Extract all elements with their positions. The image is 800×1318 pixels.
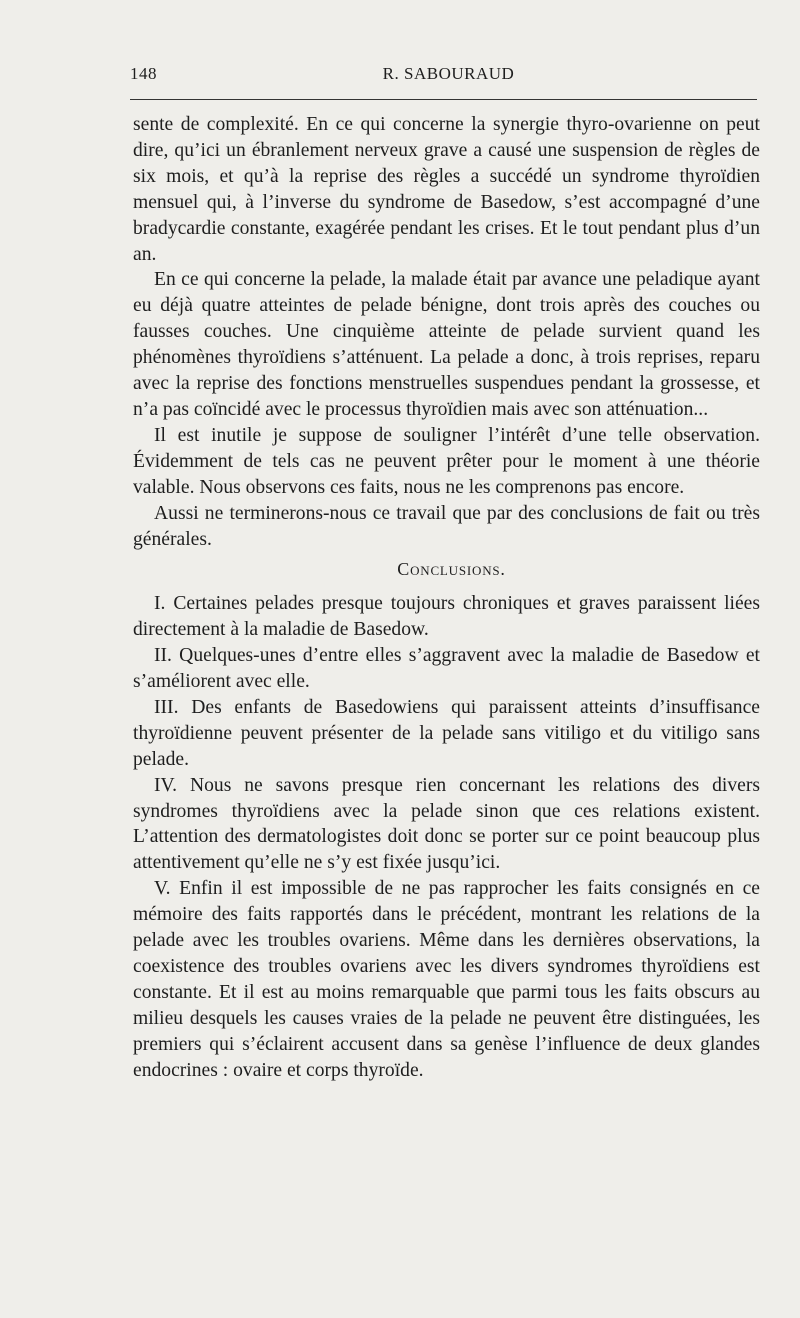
conclusion-item: IV. Nous ne savons presque rien concernant les relations des divers syndromes thyroïdiens avec la pelade sinon que ces relations existent. L’attention des dermatologistes doit donc se porter sur ce point beaucoup plus attentivement qu’elle ne s’y est fixée jusqu’ici. (133, 774, 760, 874)
section-heading-conclusions: Conclusions. (397, 559, 506, 580)
conclusion-item: I. Certaines pelades presque toujours chroniques et graves paraissent liées directement à la maladie de Basedow. (133, 593, 760, 641)
page-header (130, 60, 757, 92)
paragraph: En ce qui concerne la pelade, la malade était par avance une peladique ayant eu déjà quatre atteintes de pelade bénigne, dont trois après des couches ou fausses couches. Une cinquième atteinte de pelade survient quand les phénomènes thyroïdiens s’atténuent. La pelade a donc, à trois reprises, reparu avec la reprise des fonctions menstruelles suspendues pendant la grossesse, et n’a pas coïncidé avec le processus thyroïdien mais avec son atténuation... (133, 269, 760, 420)
paragraph: Aussi ne terminerons-nous ce travail que par des conclusions de fait ou très générales. (133, 502, 760, 550)
paragraph: sente de complexité. En ce qui concerne la synergie thyro-ovarienne on peut dire, qu’ici un ébranlement nerveux grave a causé une suspension de règles de six mois, et qu’à la reprise des règles a succédé un syndrome thyroïdien mensuel qui, à l’inverse du syndrome de Basedow, s’est accompagné d’une bradycardie constante, exagérée pendant les crises. Et le tout pendant plus d’un an. (133, 114, 760, 265)
conclusion-item: V. Enfin il est impossible de ne pas rapprocher les faits consignés en ce mémoire des faits rapportés dans le précédent, montrant les relations de la pelade avec les troubles ovariens. Même dans les dernières observations, la coexistence des troubles ovariens avec les divers syndromes thyroïdiens est constante. Et il est au moins remarquable que parmi tous les faits obscurs au milieu desquels les causes vraies de la pelade ne peuvent être distinguées, les premiers qui s’éclairent accusent dans sa genèse l’influence de deux glandes endocrines : ovaire et corps thyroïde. (133, 878, 760, 1081)
running-head: R. SABOURAUD (382, 64, 515, 83)
body-text (133, 112, 760, 1084)
paragraph: Il est inutile je suppose de souligner l’intérêt d’une telle observation. Évidemment de tels cas ne peuvent prêter pour le moment à une théorie valable. Nous observons ces faits, nous ne les comprenons pas encore. (133, 424, 760, 498)
header-rule (130, 99, 757, 100)
page-number: 148 (130, 64, 157, 83)
conclusion-item: III. Des enfants de Basedowiens qui paraissent atteints d’insuffisance thyroïdienne peuvent présenter de la pelade sans vitiligo et du vitiligo sans pelade. (133, 696, 760, 770)
conclusion-item: II. Quelques-unes d’entre elles s’aggravent avec la maladie de Basedow et s’améliorent avec elle. (133, 645, 760, 693)
